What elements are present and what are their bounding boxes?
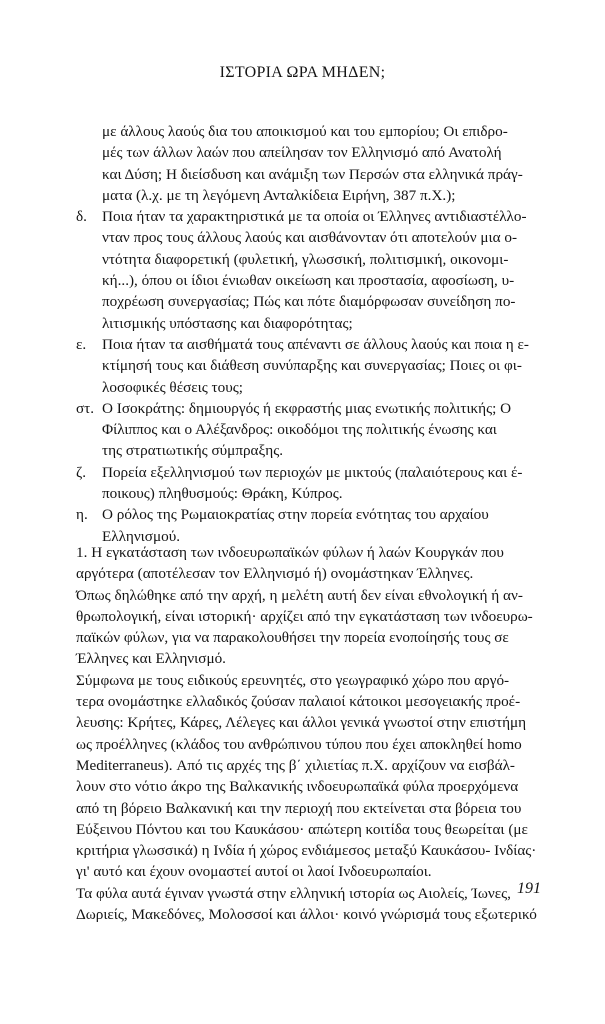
text-line: Ελληνισμού. <box>102 527 181 545</box>
text-line: λοσοφικές θέσεις τους; <box>102 378 243 396</box>
question-list <box>76 121 546 547</box>
text-line: θρωπολογική, είναι ιστορική· αρχίζει από την εγκατάσταση των ινδοευρω- <box>76 607 533 625</box>
text-line: Σύμφωνα με τους ειδικούς ερευνητές, στο γεωγραφικό χώρο που αργό- <box>76 671 510 689</box>
text-line: Ο ρόλος της Ρωμαιοκρατίας στην πορεία ενότητας του αρχαίου <box>102 506 489 524</box>
paragraph <box>76 670 546 883</box>
page-number: 191 <box>517 880 541 897</box>
text-line: Ποια ήταν τα αισθήματά τους απέναντι σε άλλους λαούς και ποια η ε- <box>102 335 529 353</box>
body-text <box>76 542 546 925</box>
text-line: Όπως δηλώθηκε από την αρχή, η μελέτη αυτή δεν είναι εθνολογική ή αν- <box>76 586 523 604</box>
text-line: Ποια ήταν τα χαρακτηριστικά με τα οποία οι Έλληνες αντιδιαστέλλο- <box>102 208 527 226</box>
text-line: κή...), όπου οι ίδιοι ένιωθαν οικείωση και προστασία, αφοσίωση, υ- <box>102 272 515 290</box>
text-line: Φίλιππος και ο Αλέξανδρος: οικοδόμοι της πολιτικής ένωσης και <box>102 421 497 439</box>
text-line: νταν προς τους άλλους λαούς και αισθάνονταν ότι αποτελούν μια ο- <box>102 229 518 247</box>
text-line: Έλληνες και Ελληνισμό. <box>76 650 226 668</box>
running-header: ΙΣΤΟΡΙΑ ΩΡΑ ΜΗΔΕΝ; <box>219 64 386 81</box>
text-line: Ο Ισοκράτης: δημιουργός ή εκφραστής μιας ενωτικής πολιτικής; Ο <box>102 399 512 417</box>
text-line: ποχρέωση συνεργασίας; Πώς και πότε διαμόρφωσαν συνείδηση πο- <box>102 293 516 311</box>
list-item-st <box>76 398 546 462</box>
text-line: από τη βόρειο Βαλκανική και την περιοχή που εκτείνεται στα βόρεια του <box>76 799 522 817</box>
text-line: αργότερα (αποτέλεσαν τον Ελληνισμό ή) ονομάστηκαν Έλληνες. <box>76 565 474 583</box>
text-line: παϊκών φύλων, για να παρακολουθήσει την πορεία ενοποίησής τους σε <box>76 629 509 647</box>
paragraph <box>76 585 546 670</box>
text-line: ποικους) πληθυσμούς: Θράκη, Κύπρος. <box>102 485 343 503</box>
text-line: Πορεία εξελληνισμού των περιοχών με μικτούς (παλαιότερους και έ- <box>102 463 523 481</box>
list-item-e <box>76 334 546 398</box>
text-line: Εύξεινου Πόντου και του Καυκάσου· απώτερη κοιτίδα τους θεωρείται (με <box>76 820 528 838</box>
list-item-continuation <box>76 121 546 206</box>
text-line: ματα (λ.χ. με τη λεγόμενη Ανταλκίδεια Ειρήνη, 387 π.Χ.); <box>102 186 456 204</box>
list-item-z <box>76 462 546 505</box>
text-line: λιτισμικής υπόστασης και διαφορότητας; <box>102 314 353 332</box>
text-line: κτίμησή τους και διάθεση συνύπαρξης και συνεργασίας; Ποιες οι φι- <box>102 357 522 375</box>
text-line: Δωριείς, Μακεδόνες, Μολοσσοί και άλλοι· κοινό γνώρισμά τους εξωτερικό <box>76 906 537 924</box>
text-line: λευσης: Κρήτες, Κάρες, Λέλεγες και άλλοι γενικά γνωστοί στην επιστήμη <box>76 714 527 732</box>
list-marker: στ. <box>76 399 95 417</box>
text-line: 1. Η εγκατάσταση των ινδοευρωπαϊκών φύλων ή λαών Κουργκάν που <box>76 544 504 561</box>
text-line: με άλλους λαούς δια του αποικισμού και του εμπορίου; Οι επιδρο- <box>102 123 508 140</box>
list-marker: η. <box>76 506 88 524</box>
text-line: μές των άλλων λαών που απείλησαν τον Ελληνισμό από Ανατολή <box>102 144 502 162</box>
text-line: Mediterraneus). Από τις αρχές της β΄ χιλιετίας π.Χ. αρχίζουν να εισβάλ- <box>76 756 515 774</box>
text-line: Τα φύλα αυτά έγιναν γνωστά στην ελληνική ιστορία ως Αιολείς, Ίωνες, <box>76 884 511 902</box>
text-line: και Δύση; Η διείσδυση και ανάμιξη των Περσών στα ελληνικά πράγ- <box>102 165 523 183</box>
list-marker: ε. <box>76 335 87 353</box>
list-marker: ζ. <box>76 463 87 481</box>
paragraph <box>76 542 546 585</box>
list-item-d <box>76 206 546 334</box>
text-line: ως προέλληνες (κλάδος του ανθρώπινου τύπου που έχει αποκληθεί homo <box>76 735 522 753</box>
text-line: της στρατιωτικής σύμπραξης. <box>102 442 284 460</box>
list-marker: δ. <box>76 208 87 226</box>
list-item-i <box>76 504 546 547</box>
text-line: κριτήρια γλωσσικά) η Ινδία ή χώρος ενδιάμεσος μεταξύ Καυκάσου- Ινδίας· <box>76 842 537 860</box>
text-line: λουν στο νότιο άκρο της Βαλκανικής ινδοευρωπαϊκά φύλα προερχόμενα <box>76 778 519 796</box>
text-line: τερα ονομάστηκε ελλαδικός ζούσαν παλαιοί κάτοικοι μεσογειακής προέ- <box>76 693 521 711</box>
paragraph <box>76 883 546 926</box>
text-line: ντότητα διαφορετική (φυλετική, γλωσσική, πολιτισμική, οικονομι- <box>102 250 509 268</box>
text-line: γι' αυτό και έχουν ονομαστεί αυτοί οι λαοί Ινδοευρωπαίοι. <box>76 863 432 881</box>
